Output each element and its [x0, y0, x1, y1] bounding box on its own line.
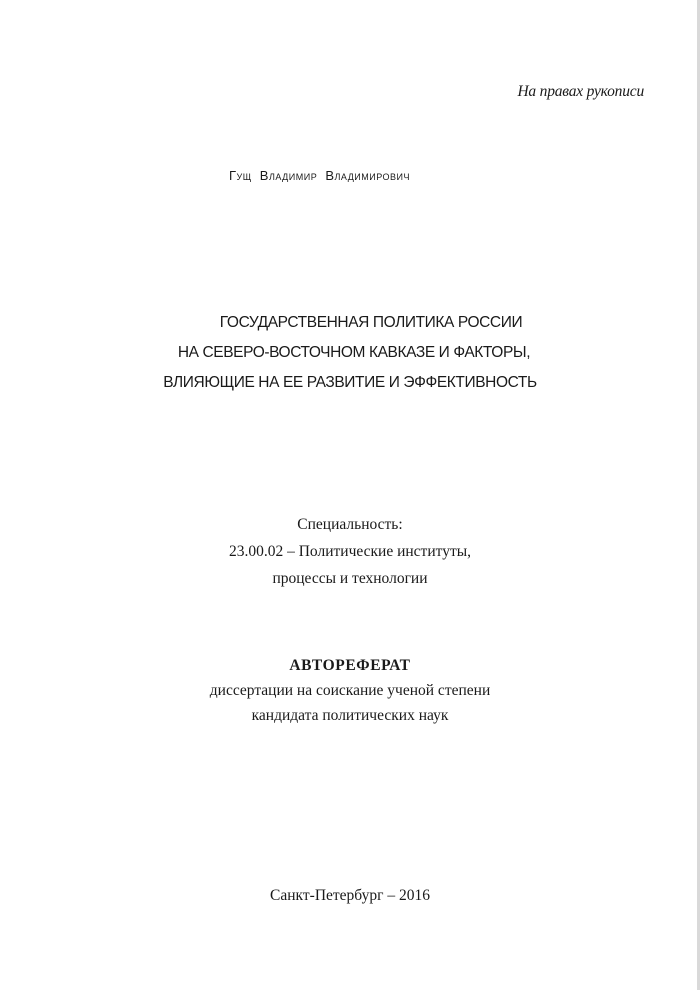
specialty-label: Специальность:: [297, 516, 403, 533]
specialty-code: 23.00.02 – Политические институты,: [228, 543, 472, 560]
manuscript-note: На правах рукописи: [517, 83, 644, 100]
dissertation-title: [0, 308, 700, 398]
abstract-line-2: кандидата политических наук: [251, 707, 449, 724]
place-year: Санкт-Петербург – 2016: [270, 887, 430, 904]
abstract-heading: АВТОРЕФЕРАТ: [289, 657, 411, 674]
abstract-block: [0, 653, 700, 728]
title-line-1: ГОСУДАРСТВЕННАЯ ПОЛИТИКА РОССИИ: [219, 314, 523, 331]
footer-block: [0, 884, 700, 908]
title-line-3: ВЛИЯЮЩИЕ НА ЕЕ РАЗВИТИЕ И ЭФФЕКТИВНОСТЬ: [163, 374, 537, 391]
title-line-2: НА СЕВЕРО-ВОСТОЧНОМ КАВКАЗЕ И ФАКТОРЫ,: [177, 344, 531, 361]
abstract-line-1: диссертации на соискание ученой степени: [209, 682, 491, 699]
author-name: Гущ Владимир Владимирович: [229, 168, 411, 183]
specialty-block: [0, 511, 700, 592]
specialty-name: процессы и технологии: [272, 570, 428, 587]
